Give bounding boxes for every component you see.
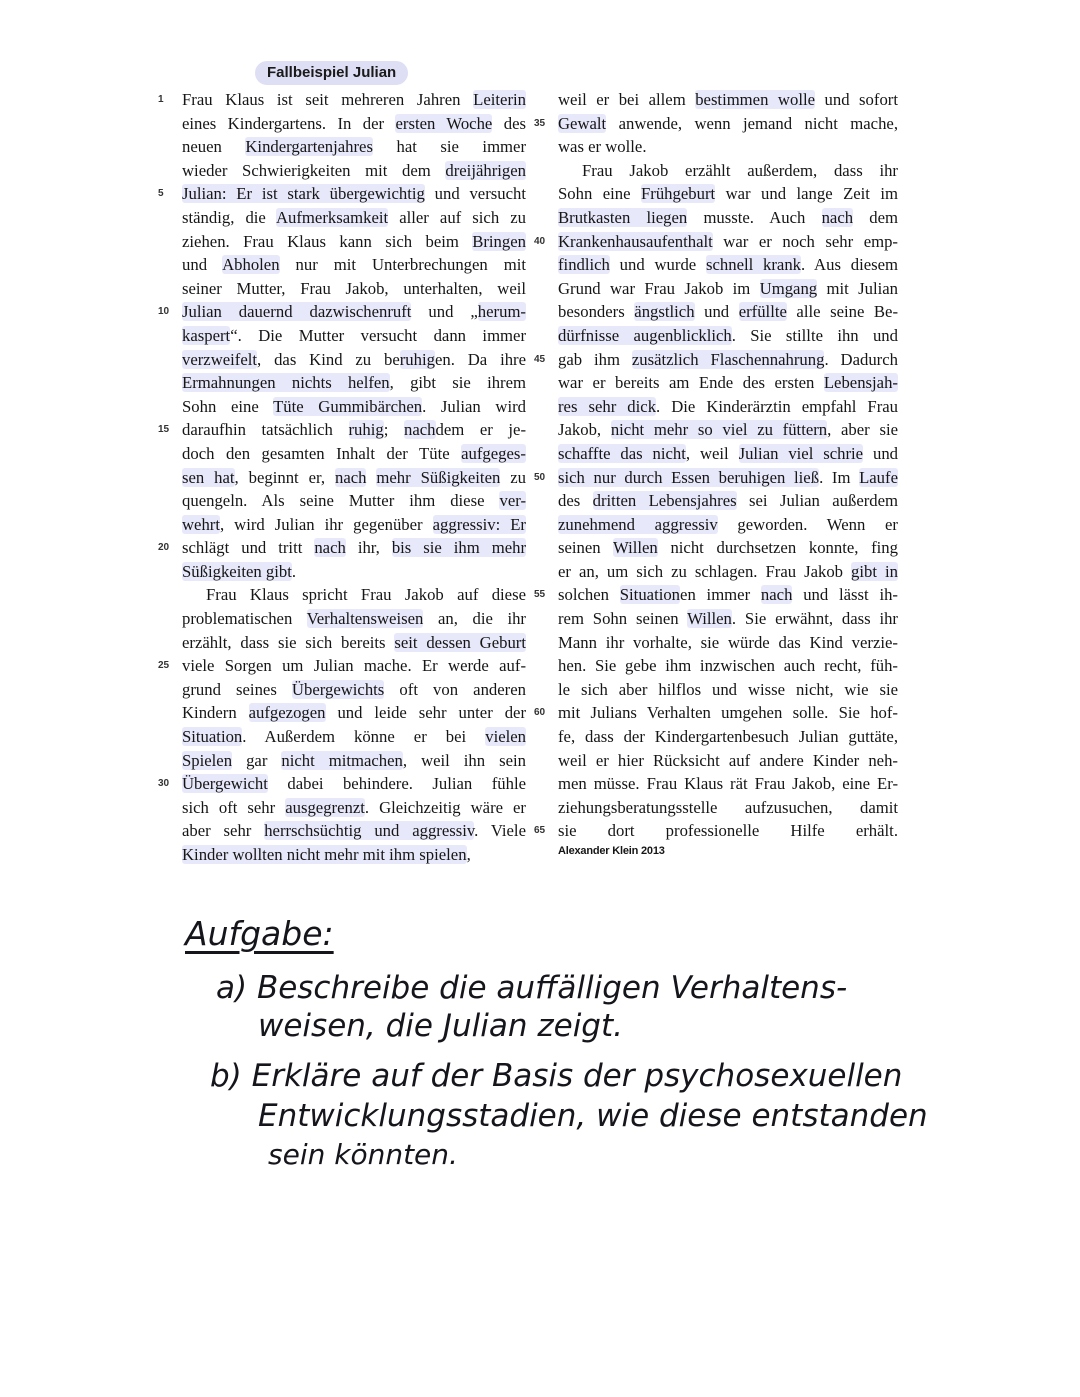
line-text: sich nur durch Essen beruhigen ließ. Im Laufe [558,467,898,487]
text-line [182,466,526,490]
text-line [558,395,898,419]
line-text: Krankenhausaufenthalt war er noch sehr emp- [558,231,898,251]
line-number: 40 [534,235,546,247]
text-line [558,489,898,513]
line-text: ziehungsberatungsstelle aufzusuchen, damit [558,797,898,817]
task-a-line-1: a) Beschreibe die auffälligen Verhaltens- [216,970,848,1006]
text-line [182,819,526,843]
text-line [182,206,526,230]
text-line [182,159,526,183]
line-text: weil er hier Rücksicht auf andere Kinder neh- [558,750,898,770]
line-text: Kinder wollten nicht mehr mit ihm spielen, [182,845,471,864]
line-text: problematischen Verhaltensweisen an, die ihr [182,609,526,629]
line-text: men müsse. Frau Klaus rät Frau Jakob, eine Er- [558,774,898,794]
case-title: Fallbeispiel Julian [255,61,408,85]
text-line [182,395,526,419]
line-text: le sich aber hilflos und wisse nicht, wie sie [558,679,898,699]
text-line [182,631,526,655]
line-text: ständig, die Aufmerksamkeit aller auf sich zu [182,207,526,227]
text-line [534,230,898,254]
line-text: res sehr dick. Die Kinderärztin empfahl Frau [558,396,898,416]
text-line [182,489,526,513]
text-line [158,300,526,324]
text-line [534,348,898,372]
line-text: schlägt und tritt nach ihr, bis sie ihm mehr [182,538,526,558]
text-line [182,324,526,348]
text-line [182,513,526,537]
line-number: 65 [534,825,546,837]
line-number: 5 [158,188,164,200]
text-line [182,607,526,631]
line-text: viele Sorgen um Julian mache. Er werde auf- [182,656,526,676]
text-line [158,182,526,206]
text-line [558,206,898,230]
line-text: Julian dauernd dazwischenruft und „herum- [182,302,526,322]
line-text: doch den gesamten Inhalt der Tüte aufgeges- [182,443,526,463]
text-line [158,536,526,560]
line-text: wieder Schwierigkeiten mit dem dreijährigen [182,160,526,180]
line-text: Frau Klaus ist seit mehreren Jahren Leiterin [182,90,526,109]
line-number: 20 [158,542,170,554]
line-text: neuen Kindergartenjahres hat sie immer [182,137,526,157]
line-text: rem Sohn seinen Willen. Sie erwähnt, dass ihr [558,609,898,629]
text-line [558,442,898,466]
text-line [558,725,898,749]
text-line [182,112,526,136]
text-line [182,230,526,254]
line-text: Frau Klaus spricht Frau Jakob auf diese [206,585,526,605]
line-number: 50 [534,471,546,483]
line-number: 35 [534,117,546,129]
line-text: Ermahnungen nichts helfen, gibt sie ihrem [182,373,526,393]
line-text: quengeln. Als seine Mutter ihm diese ver- [182,491,526,511]
line-number: 10 [158,306,170,318]
text-line [182,843,526,867]
text-line [534,112,898,136]
text-line [182,277,526,301]
text-line [558,324,898,348]
source-credit: Alexander Klein 2013 [558,845,665,857]
line-text: verzweifelt, das Kind zu beruhigen. Da ihre [182,349,527,369]
text-line [558,560,898,584]
text-line [558,631,898,655]
line-text: sich oft sehr ausgegrenzt. Gleichzeitig wäre er [182,797,526,817]
text-line [558,607,898,631]
line-text: grund seines Übergewichts oft von anderen [182,679,526,699]
text-line [182,701,526,725]
text-line [558,300,898,324]
line-number: 1 [158,94,164,105]
text-line [182,725,526,749]
line-text: Süßigkeiten gibt. [182,561,297,581]
task-b-line-1: b) Erkläre auf der Basis der psychosexuellen [210,1058,903,1094]
task-b-line-3: sein könnten. [268,1138,458,1171]
text-line [182,796,526,820]
text-line [182,135,526,159]
line-text: wehrt, wird Julian ihr gegenüber aggressiv: Er [182,514,526,534]
line-number: 30 [158,778,170,790]
line-text: sen hat, beginnt er, nach mehr Süßigkeiten zu [182,467,526,487]
text-line [534,583,898,607]
line-text: des dritten Lebensjahres sei Julian außerdem [558,491,899,511]
line-text: daraufhin tatsächlich ruhig; nachdem er je- [182,420,527,440]
text-line [558,253,898,277]
text-line [558,135,898,159]
line-text: fe, dass der Kindergartenbesuch Julian guttäte, [558,727,898,747]
text-line [558,159,898,183]
text-line [558,277,898,301]
line-text: kaspert“. Die Mutter versucht dann immer [182,325,526,345]
text-line [158,772,526,796]
text-line [534,466,898,490]
line-number: 55 [534,589,546,601]
text-line [558,182,898,206]
text-line [534,701,898,725]
line-number: 60 [534,707,546,719]
line-text: was er wolle. [558,137,647,157]
line-text: Mann ihr vorhalte, sie würde das Kind verzie- [558,632,898,652]
text-line [158,88,526,112]
text-line [534,819,898,843]
line-text: und Abholen nur mit Unterbrechungen mit [182,255,526,275]
text-line [182,348,526,372]
line-text: findlich und wurde schnell krank. Aus diesem [558,255,898,275]
line-text: ziehen. Frau Klaus kann sich beim Bringen [182,231,526,251]
text-line [558,654,898,678]
line-text: Kindern aufgezogen und leide sehr unter der [182,703,526,723]
line-text: dürfnisse augenblicklich. Sie stillte ihn und [558,325,898,345]
text-line [558,371,898,395]
text-column-left [158,88,527,867]
line-text: zunehmend aggressiv geworden. Wenn er [558,514,898,534]
task-b-line-2: Entwicklungsstadien, wie diese entstanden [258,1098,928,1134]
line-text: seiner Mutter, Frau Jakob, unterhalten, weil [182,278,526,298]
line-number: 45 [534,353,546,365]
line-text: hen. Sie gebe ihm inzwischen auch recht, füh- [558,656,898,676]
text-line [158,654,526,678]
text-line [158,418,527,442]
text-line [182,749,526,773]
text-line [182,442,526,466]
line-text: Brutkasten liegen musste. Auch nach dem [558,207,898,227]
line-number: 25 [158,660,170,672]
text-line [182,678,526,702]
line-text: Gewalt anwende, wenn jemand nicht mache, [558,113,898,133]
line-text: Jakob, nicht mehr so viel zu füttern, aber sie [558,420,898,440]
line-text: gab ihm zusätzlich Flaschennahrung. Dadurch [558,349,898,369]
line-text: mit Julians Verhalten umgehen solle. Sie hof- [558,703,898,723]
line-text: erzählt, dass sie sich bereits seit dessen Geburt [182,632,526,652]
text-line [182,371,526,395]
text-line [558,513,898,537]
task-a-line-2: weisen, die Julian zeigt. [258,1008,623,1044]
task-heading: Aufgabe: [185,914,334,953]
line-text: aber sehr herrschsüchtig und aggressiv. Viele [182,821,526,841]
text-line [558,88,898,112]
line-text: seinen Willen nicht durchsetzen konnte, fing [558,538,898,558]
text-line [558,749,898,773]
text-line [558,536,898,560]
line-text: besonders ängstlich und erfüllte alle seine Be- [558,302,899,322]
line-text: Julian: Er ist stark übergewichtig und versucht [182,184,526,204]
line-text: weil er bei allem bestimmen wolle und sofort [558,90,898,109]
line-text: Sohn eine Frühgeburt war und lange Zeit im [558,184,898,204]
line-text: schaffte das nicht, weil Julian viel schrie und [558,443,899,463]
line-text: Übergewicht dabei behindere. Julian fühle [182,774,526,794]
text-line [182,253,526,277]
line-text: Sohn eine Tüte Gummibärchen. Julian wird [182,396,526,416]
text-column-right [534,88,899,857]
text-line [558,678,898,702]
line-text: sie dort professionelle Hilfe erhält. [558,821,898,841]
text-line [558,772,898,796]
line-text: war er bereits am Ende des ersten Lebensjah- [558,373,898,393]
line-text: Frau Jakob erzählt außerdem, dass ihr [582,160,898,180]
line-text: er an, um sich zu schlagen. Frau Jakob gibt in [558,561,898,581]
line-text: eines Kindergartens. In der ersten Woche des [182,113,526,133]
text-line [182,560,526,584]
text-line [558,796,898,820]
line-text: Grund war Frau Jakob im Umgang mit Julian [558,278,898,298]
line-text: Situation. Außerdem könne er bei vielen [182,727,526,747]
line-text: Spielen gar nicht mitmachen, weil ihn sein [182,750,526,770]
text-line [182,583,526,607]
text-line [558,418,898,442]
line-number: 15 [158,424,170,436]
line-text: solchen Situationen immer nach und lässt ih- [558,585,898,605]
